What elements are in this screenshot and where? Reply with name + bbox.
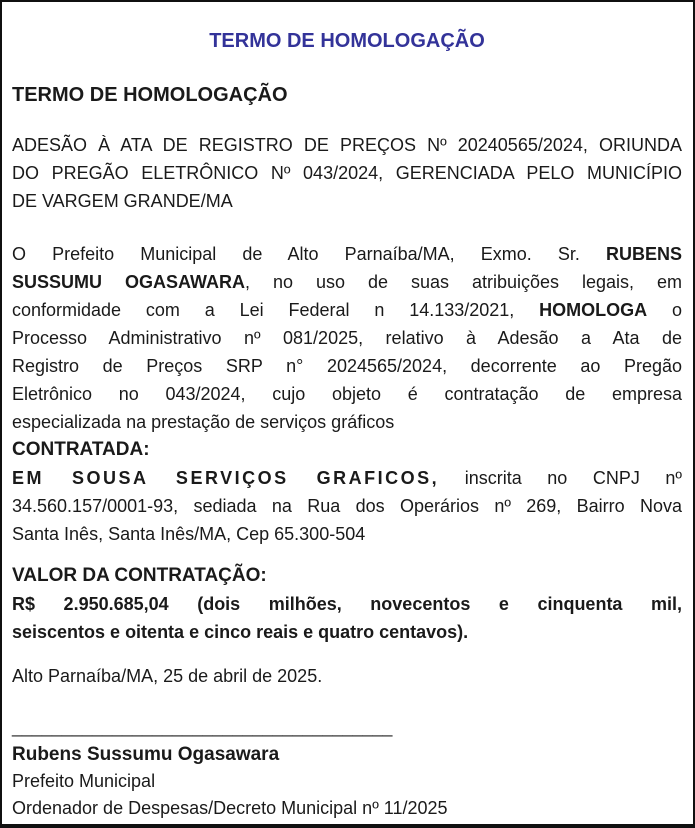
text-line: 34.560.157/0001-93, sediada na Rua dos Operários nº 269, Bairro Nova: [12, 496, 682, 516]
text-line: R$ 2.950.685,04 (dois milhões, novecentos e cinquenta mil,: [12, 594, 682, 614]
contratada-label: CONTRATADA:: [12, 439, 150, 460]
valor-label: VALOR DA CONTRATAÇÃO:: [12, 565, 267, 586]
text-line: EM SOUSA SERVIÇOS GRAFICOS, inscrita no CNPJ nº: [12, 468, 682, 488]
page-title: TERMO DE HOMOLOGAÇÃO: [209, 30, 485, 52]
text-line: conformidade com a Lei Federal n 14.133/2021, HOMOLOGA o: [12, 300, 682, 320]
signature-line: ______________________________________: [12, 717, 393, 737]
text-line: seiscentos e oitenta e cinco reais e quatro centavos).: [12, 622, 469, 642]
signatory-role: Prefeito Municipal: [12, 771, 156, 791]
text-line: SUSSUMU OGASAWARA, no uso de suas atribuições legais, em: [12, 272, 682, 292]
signature-block: [12, 714, 682, 822]
text-line: Registro de Preços SRP n° 2024565/2024, decorrente ao Pregão: [12, 356, 682, 376]
signatory-ordinance: Ordenador de Despesas/Decreto Municipal nº 11/2025: [12, 798, 448, 818]
text-line: DO PREGÃO ELETRÔNICO Nº 043/2024, GERENCIADA PELO MUNICÍPIO: [12, 163, 682, 183]
text-line: Santa Inês, Santa Inês/MA, Cep 65.300-504: [12, 524, 366, 544]
signatory-name: Rubens Sussumu Ogasawara: [12, 744, 280, 765]
contratada-paragraph: [12, 464, 682, 548]
document-heading: TERMO DE HOMOLOGAÇÃO: [12, 84, 288, 106]
text-line: ADESÃO À ATA DE REGISTRO DE PREÇOS Nº 20240565/2024, ORIUNDA: [12, 135, 682, 155]
valor-paragraph: [12, 590, 682, 646]
subject-paragraph: [12, 131, 682, 215]
preamble-paragraph: [12, 240, 682, 436]
text-line: Processo Administrativo nº 081/2025, relativo à Adesão a Ata de: [12, 328, 682, 348]
text-line: O Prefeito Municipal de Alto Parnaíba/MA, Exmo. Sr. RUBENS: [12, 244, 682, 264]
date-line: Alto Parnaíba/MA, 25 de abril de 2025.: [12, 666, 323, 686]
text-line: Eletrônico no 043/2024, cujo objeto é contratação de empresa: [12, 384, 682, 404]
text-line: DE VARGEM GRANDE/MA: [12, 191, 233, 211]
text-line: especializada na prestação de serviços gráficos: [12, 412, 395, 432]
